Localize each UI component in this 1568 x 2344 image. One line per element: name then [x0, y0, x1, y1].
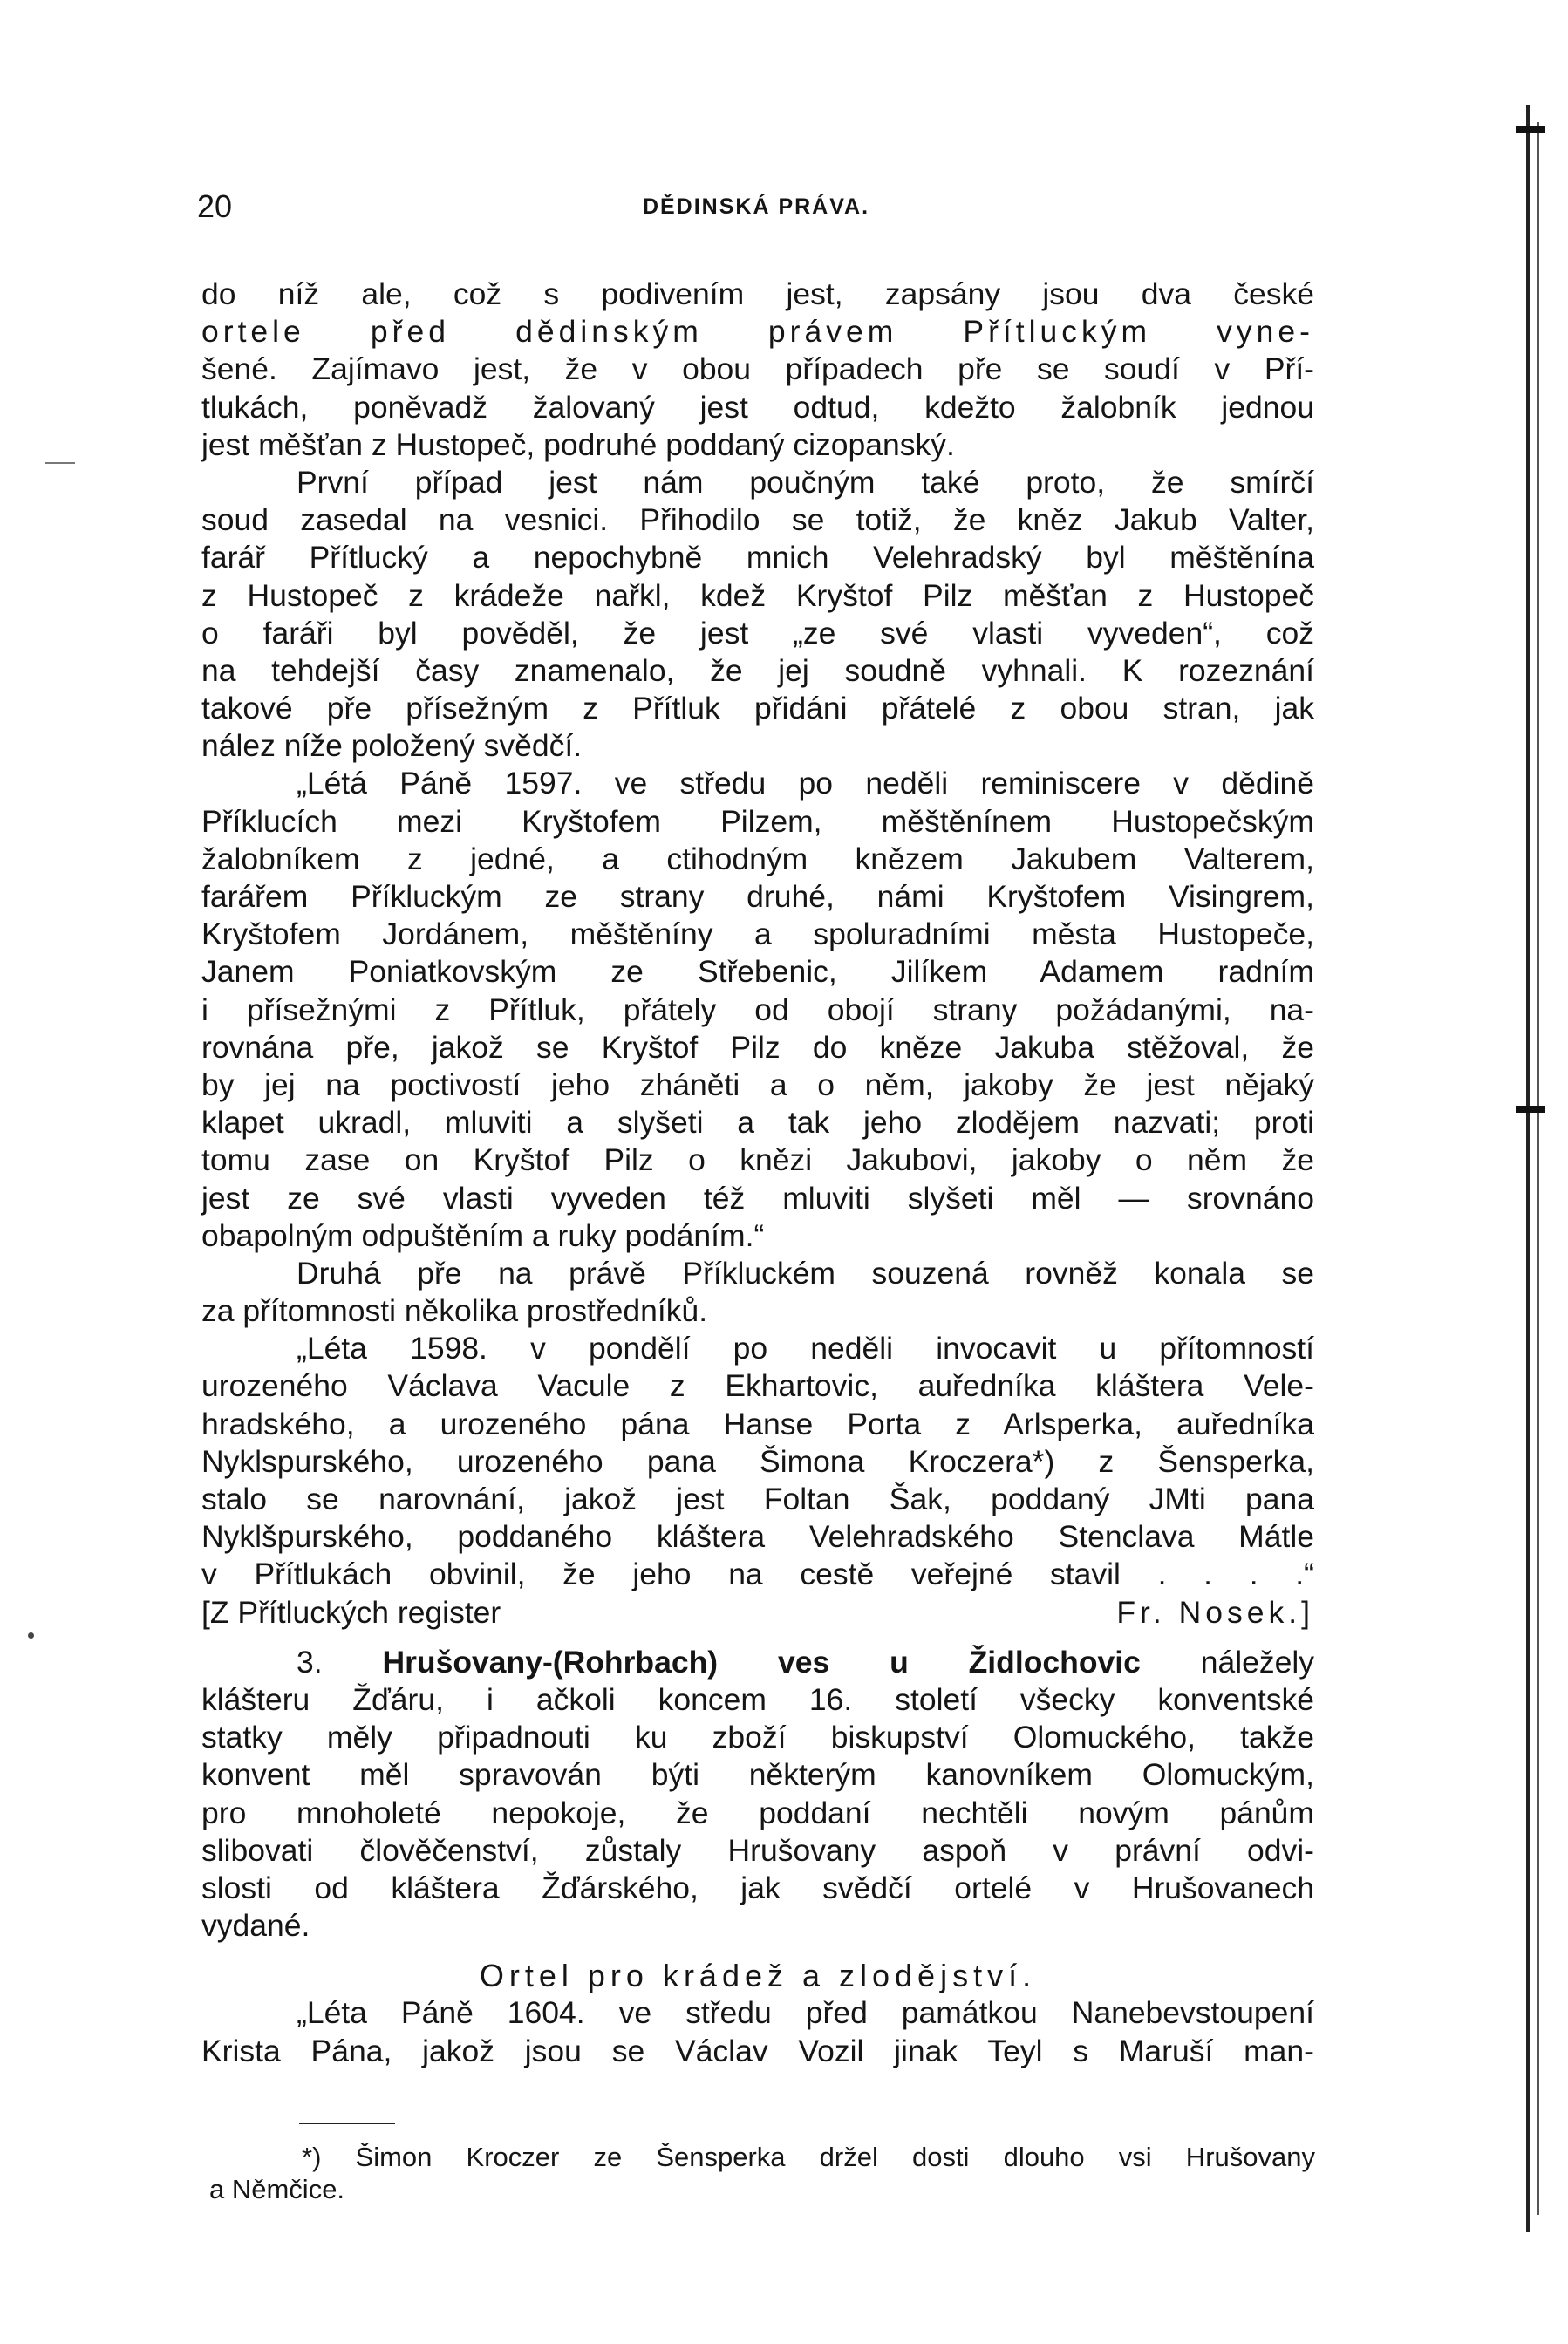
footnote	[209, 2141, 1315, 2205]
section-3-heading-line	[201, 1644, 1314, 1681]
text-line: jest ze své vlasti vyveden též mluviti slyšeti měl — srovnáno	[201, 1180, 1314, 1216]
text-line: ortele před dědinským právem Přítluckým vyne-	[201, 314, 1314, 350]
text-line: První případ jest nám poučným také proto, že smírčí	[297, 464, 1314, 500]
text-line: do níž ale, což s podivením jest, zapsány jsou dva české	[201, 276, 1314, 311]
text-line: jest měšťan z Hustopeč, podruhé poddaný cizopanský.	[201, 426, 955, 462]
text-line: Nyklspurského, urozeného pana Šimona Kroczera*) z Šensperka,	[201, 1443, 1314, 1479]
text-line: o faráři byl pověděl, že jest „ze své vlasti vyveden“, což	[201, 615, 1314, 651]
scan-edge-line-inner	[1537, 122, 1539, 2215]
text-line: by jej na poctivostí jeho zháněti a o něm, jakoby že jest nějaký	[201, 1066, 1314, 1102]
text-line: pro mnoholeté nepokoje, že poddaní nechtěli novým pánům	[201, 1795, 1314, 1830]
footnote-rule	[299, 2123, 395, 2124]
text-line: urozeného Václava Vacule z Ekhartovic, auředníka kláštera Vele-	[201, 1368, 1314, 1404]
text-line: stalo se narovnání, jakož jest Foltan Šak, poddaný JMti pana	[201, 1482, 1314, 1516]
text-line: i přísežnými z Přítluk, přátely od obojí strany požádanými, na-	[201, 991, 1314, 1027]
text-line: farář Přítlucký a nepochybně mnich Velehradský byl měštěnína	[201, 540, 1314, 576]
text-line: konvent měl spravován býti některým kanovníkem Olomuckým,	[201, 1757, 1314, 1793]
register-author: Fr. Nosek.]	[1116, 1594, 1314, 1630]
text-line: obapolným odpuštěním a ruky podáním.“	[201, 1217, 765, 1253]
text-line: z Hustopeč z krádeže nařkl, kdež Kryštof Pilz měšťan z Hustopeč	[201, 577, 1314, 613]
text-line: soud zasedal na vesnici. Přihodilo se totiž, že kněz Jakub Valter,	[201, 502, 1314, 538]
register-source: [Z Přítluckých register	[201, 1594, 501, 1630]
text-line: Krista Pána, jakož jsou se Václav Vozil jinak Teyl s Maruší man-	[201, 2033, 1314, 2068]
section-heading: Hrušovany-(Rohrbach) ves u Židlochovic	[382, 1644, 1141, 1680]
text-line: na tehdejší časy znamenalo, že jej soudně vyhnali. K rozeznání	[201, 652, 1314, 688]
scan-edge-line	[1526, 105, 1530, 2232]
text-line: takové pře přísežným z Přítluk přidáni přátelé z obou stran, jak	[201, 691, 1314, 726]
text-line: rovnána pře, jakož se Kryštof Pilz do kněze Jakuba stěžoval, že	[201, 1029, 1314, 1065]
scan-edge-mark	[1516, 1106, 1545, 1113]
subheading: Ortel pro krádež a zlodějství.	[479, 1958, 1037, 1994]
text-line: Janem Poniatkovským ze Střebenic, Jilíkem Adamem radním	[201, 954, 1314, 990]
page-header	[197, 186, 1315, 228]
text-line: vydané.	[201, 1908, 310, 1944]
text-line: hradského, a urozeného pána Hanse Porta z Arlsperka, auředníka	[201, 1406, 1314, 1441]
text-line: farářem Příkluckým ze strany druhé, námi Kryštofem Visingrem,	[201, 879, 1314, 914]
footnote-line: *) Šimon Kroczer ze Šensperka držel dosti dlouho vsi Hrušovany	[302, 2142, 1315, 2172]
running-title: DĚDINSKÁ PRÁVA.	[642, 194, 870, 219]
text-line: „Léta 1598. v pondělí po neděli invocavit u přítomností	[297, 1331, 1314, 1366]
text-line: Druhá pře na právě Příkluckém souzená rovněž konala se	[297, 1255, 1314, 1291]
text-line: klášteru Žďáru, i ačkoli koncem 16. století všecky konventské	[201, 1681, 1314, 1717]
section-number: 3.	[297, 1644, 323, 1680]
text-line: statky měly připadnouti ku zboží biskupství Olomuckého, takže	[201, 1720, 1314, 1755]
main-text	[201, 276, 1314, 2070]
text-line: „Létá Páně 1597. ve středu po neděli reminiscere v dědině	[297, 766, 1314, 801]
section-heading-rest: náležely	[1200, 1644, 1314, 1680]
text-line: za přítomnosti několika prostředníků.	[201, 1293, 708, 1329]
register-line	[201, 1594, 1314, 1632]
text-line: Kryštofem Jordánem, měštěníny a spoluradními města Hustopeče,	[201, 916, 1314, 952]
text-line: žalobníkem z jedné, a ctihodným knězem Jakubem Valterem,	[201, 841, 1314, 876]
scan-edge-mark	[1516, 126, 1545, 133]
page-number: 20	[197, 188, 233, 224]
margin-dot	[28, 1632, 34, 1639]
text-line: „Léta Páně 1604. ve středu před památkou Nanebevstoupení	[297, 1995, 1314, 2031]
footnote-line: a Němčice.	[209, 2174, 345, 2204]
text-line: klapet ukradl, mluviti a slyšeti a tak jeho zlodějem nazvati; proti	[201, 1105, 1314, 1141]
text-line: v Přítlukách obvinil, že jeho na cestě veřejné stavil . . . .“	[201, 1557, 1314, 1592]
margin-mark	[45, 462, 75, 464]
text-line: tomu zase on Kryštof Pilz o knězi Jakubovi, jakoby o něm že	[201, 1142, 1314, 1178]
text-line: slibovati člověčenství, zůstaly Hrušovany aspoň v právní odvi-	[201, 1832, 1314, 1868]
text-line: Příklucích mezi Kryštofem Pilzem, měštěnínem Hustopečským	[201, 803, 1314, 839]
text-line: nález níže položený svědčí.	[201, 728, 583, 764]
text-line: šené. Zajímavo jest, že v obou případech pře se soudí v Pří-	[201, 351, 1314, 387]
text-line: slosti od kláštera Žďárského, jak svědčí ortelé v Hrušovanech	[201, 1870, 1314, 1905]
text-line: Nyklšpurského, poddaného kláštera Velehradského Stenclava Mátle	[201, 1519, 1314, 1555]
text-line: tlukách, poněvadž žalovaný jest odtud, kdežto žalobník jednou	[201, 389, 1314, 425]
